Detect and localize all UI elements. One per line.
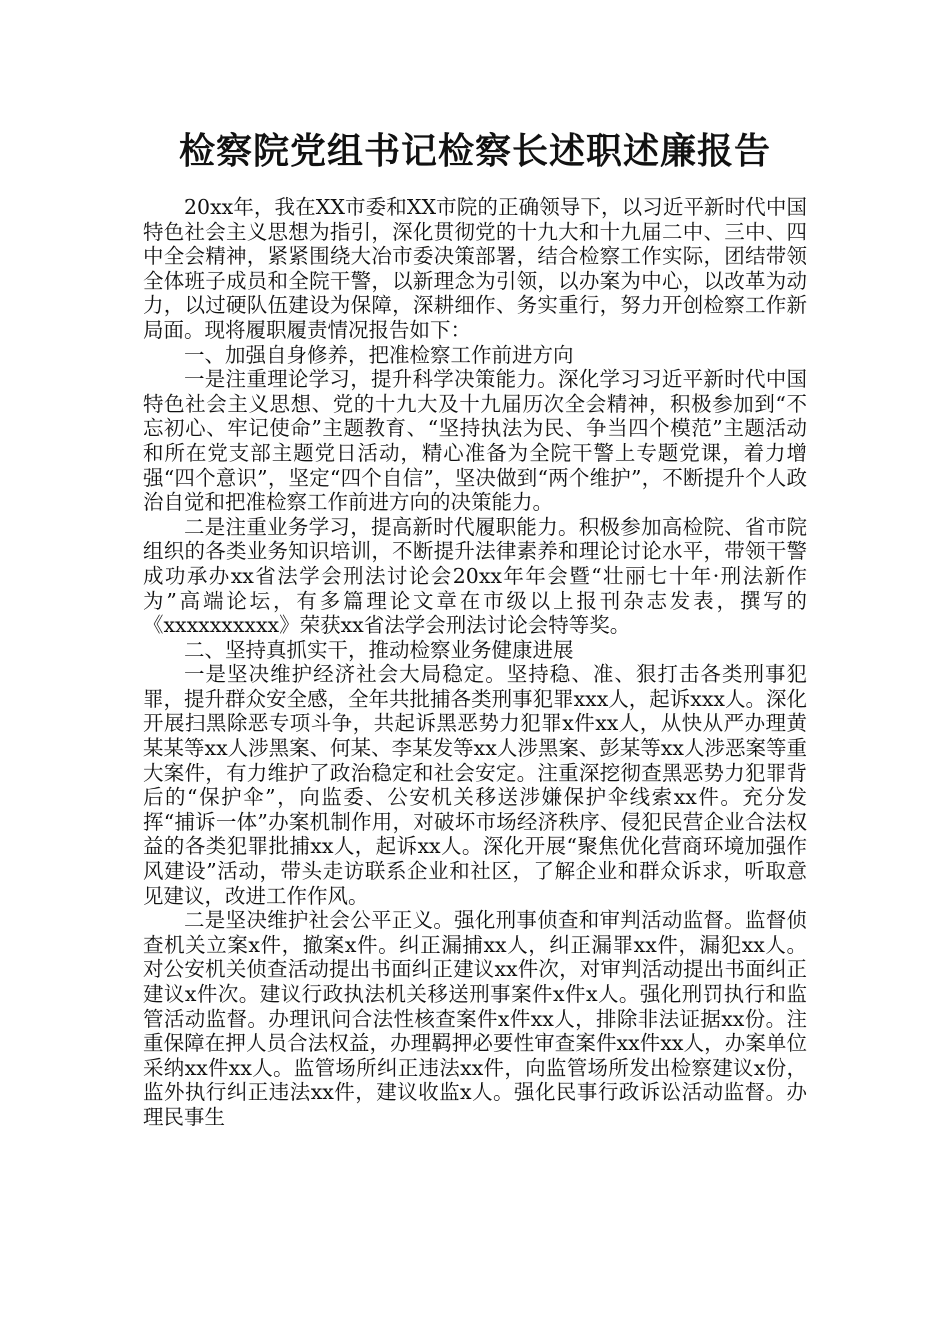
paragraph-intro: 20xx年，我在XX市委和XX市院的正确领导下，以习近平新时代中国特色社会主义思想为指引，深化贯彻党的十九大和十九届二中、三中、四中全会精神，紧紧围绕大冶市委决策部署，结合检察工作实际，团结带领全体班子成员和全院干警，以新理念为引领，以办案为中心，以改革为动力，以过硬队伍建设为保障，深耕细作、务实重行，努力开创检察工作新局面。现将履职履责情况报告如下： bbox=[143, 195, 807, 342]
paragraph-business-study: 二是注重业务学习，提高新时代履职能力。积极参加高检院、省市院组织的各类业务知识培训，不断提升法律素养和理论讨论水平，带领干警成功承办xx省法学会刑法讨论会20xx年年会暨“壮丽七十年·刑法新作为”高端论坛，有多篇理论文章在市级以上报刊杂志发表，撰写的《xxxxxxxxxx》荣获xx省法学会刑法讨论会特等奖。 bbox=[143, 514, 807, 638]
section-heading-1: 一、加强自身修养，把准检察工作前进方向 bbox=[184, 342, 574, 367]
document-title: 检察院党组书记检察长述职述廉报告 bbox=[178, 131, 771, 172]
section-heading-2: 二、坚持真抓实干，推动检察业务健康进展 bbox=[184, 637, 574, 662]
paragraph-stability: 一是坚决维护经济社会大局稳定。坚持稳、准、狠打击各类刑事犯罪，提升群众安全感，全年共批捕各类刑事犯罪xxx人，起诉xxx人。深化开展扫黑除恶专项斗争，共起诉黑恶势力犯罪x件xx人，从快从严办理黄某某等xx人涉黑案、何某、李某发等xx人涉黑案、彭某等xx人涉恶案等重大案件，有力维护了政治稳定和社会安定。注重深挖彻查黑恶势力犯罪背后的“保护伞”，向监委、公安机关移送涉嫌保护伞线索xx件。充分发挥“捕诉一体”办案机制作用，对破坏市场经济秩序、侵犯民营企业合法权益的各类犯罪批捕xx人，起诉xx人。深化开展“聚焦优化营商环境加强作风建设”活动，带头走访联系企业和社区，了解企业和群众诉求，听取意见建议，改进工作作风。 bbox=[143, 662, 807, 908]
document-body bbox=[143, 195, 807, 1130]
paragraph-justice: 二是坚决维护社会公平正义。强化刑事侦查和审判活动监督。监督侦查机关立案x件，撤案x件。纠正漏捕xx人，纠正漏罪xx件，漏犯xx人。对公安机关侦查活动提出书面纠正建议xx件次，对审判活动提出书面纠正建议x件次。建议行政执法机关移送刑事案件x件x人。强化刑罚执行和监管活动监督。办理讯问合法性核查案件x件xx人，排除非法证据xx份。注重保障在押人员合法权益，办理羁押必要性审查案件xx件xx人，办案单位采纳xx件xx人。监管场所纠正违法xx件，向监管场所发出检察建议x份，监外执行纠正违法xx件，建议收监x人。强化民事行政诉讼活动监督。办理民事生 bbox=[143, 908, 807, 1129]
paragraph-theory-study: 一是注重理论学习，提升科学决策能力。深化学习习近平新时代中国特色社会主义思想、党的十九大及十九届历次全会精神，积极参加到“不忘初心、牢记使命”主题教育、“坚持执法为民、争当四个模范”主题活动和所在党支部主题党日活动，精心准备为全院干警上专题党课，着力增强“四个意识”，坚定“四个自信”，坚决做到“两个维护”，不断提升个人政治自觉和把准检察工作前进方向的决策能力。 bbox=[143, 367, 807, 515]
